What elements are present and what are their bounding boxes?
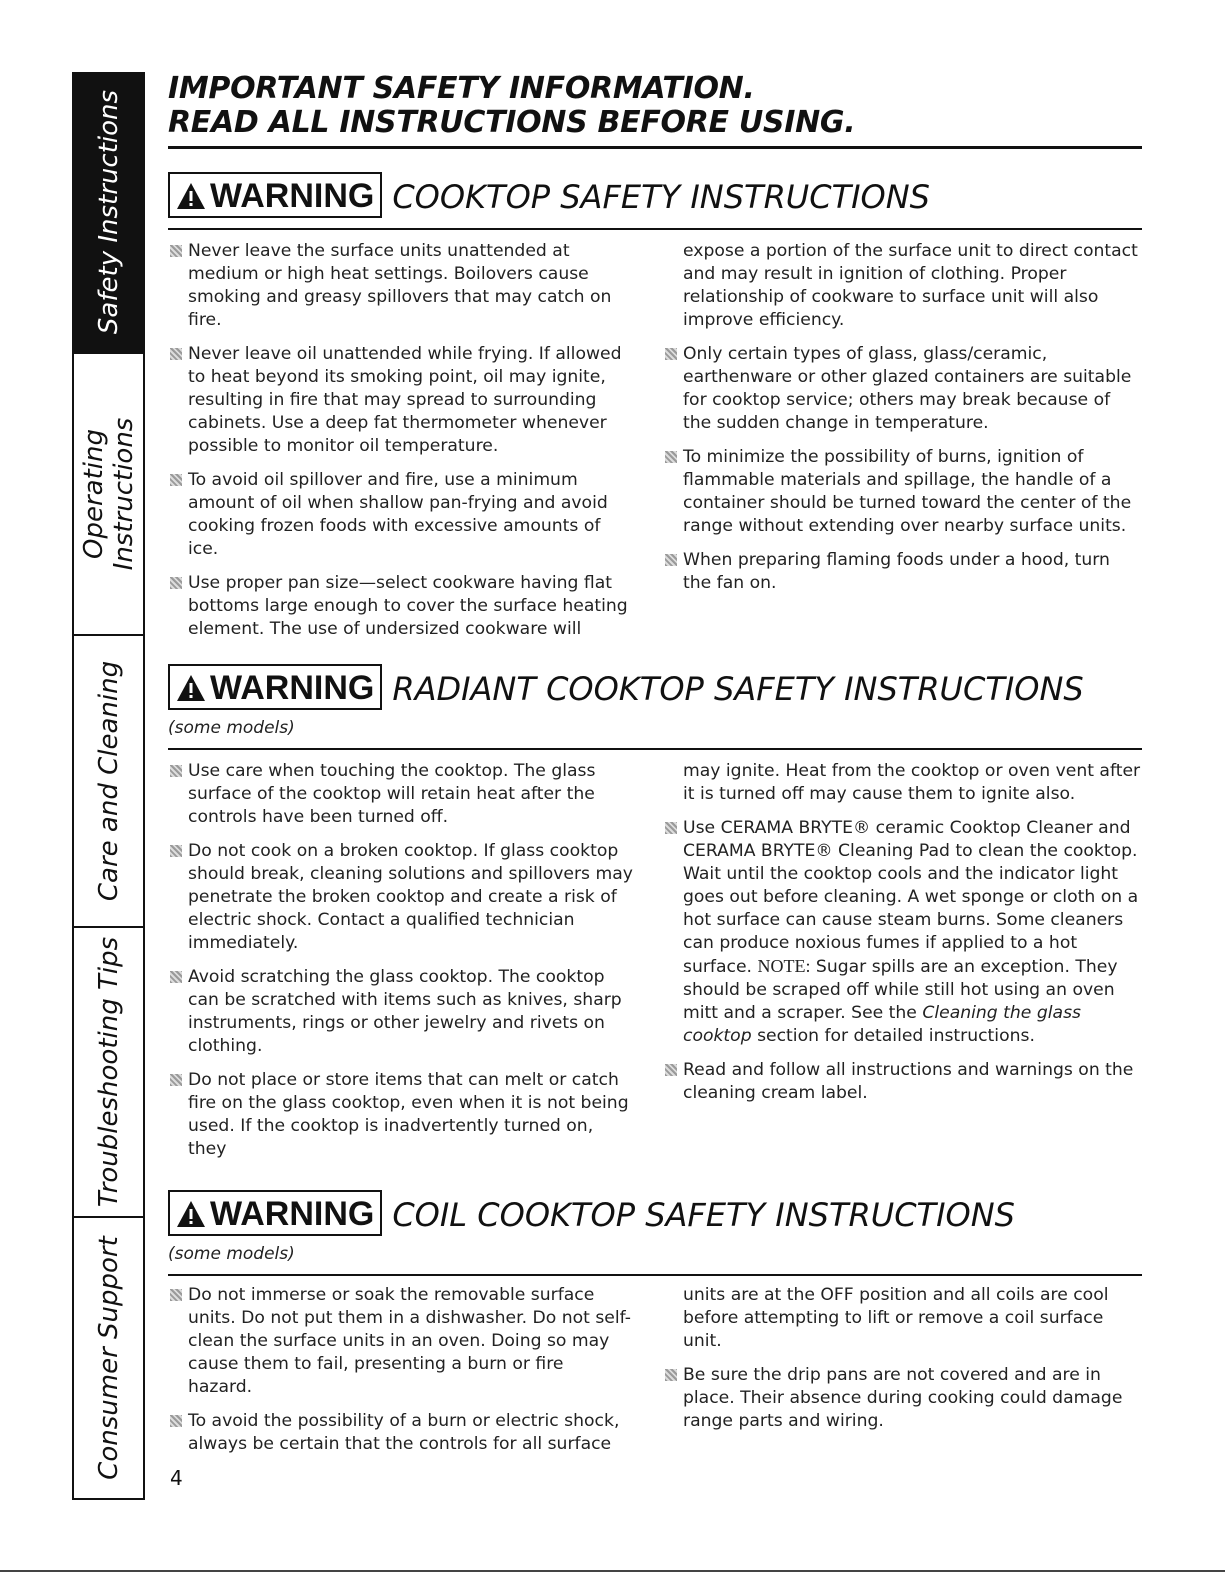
bullet-icon xyxy=(170,1074,182,1086)
left-column xyxy=(168,1284,655,1467)
list-item: When preparing flaming foods under a hood, turn the fan on. xyxy=(663,549,1142,595)
section-body-radiant xyxy=(168,760,1142,1172)
bullet-icon xyxy=(170,845,182,857)
tab-consumer-support[interactable] xyxy=(74,1218,143,1498)
section-header-cooktop xyxy=(168,172,930,218)
bullet-icon xyxy=(170,577,182,589)
tab-operating-instructions[interactable] xyxy=(74,354,143,636)
bullet-icon xyxy=(170,1415,182,1427)
section-title: COOKTOP SAFETY INSTRUCTIONS xyxy=(392,178,930,216)
tab-safety-instructions[interactable] xyxy=(74,72,143,354)
list-item: Do not place or store items that can melt or catch fire on the glass cooktop, even when it is not being used. If the cooktop is inadvertently turned on, they xyxy=(168,1069,633,1161)
models-note: (some models) xyxy=(168,718,295,738)
tab-label: Care and Cleaning xyxy=(93,660,124,902)
list-item: To minimize the possibility of burns, ignition of flammable materials and spillage, the handle of a container should be turned toward the center of the range without extending over nearby surface units. xyxy=(663,446,1142,538)
list-item: Never leave oil unattended while frying. If allowed to heat beyond its smoking point, oil may ignite, resulting in fire that may spread to surrounding cabinets. Use a deep fat thermometer whenever possible to monitor oil temperature. xyxy=(168,343,633,458)
list-item: To avoid the possibility of a burn or electric shock, always be certain that the controls for all surface xyxy=(168,1410,633,1456)
tab-label: Troubleshooting Tips xyxy=(93,936,124,1208)
models-note: (some models) xyxy=(168,1244,295,1264)
list-item-continued: expose a portion of the surface unit to direct contact and may result in ignition of clothing. Proper relationship of cookware to surface unit will also improve efficiency. xyxy=(683,241,1138,330)
section-divider xyxy=(168,748,1142,750)
bullet-icon xyxy=(665,348,677,360)
list-item: Use care when touching the cooktop. The glass surface of the cooktop will retain heat after the controls have been turned off. xyxy=(168,760,633,829)
tab-label: Consumer Support xyxy=(93,1236,124,1480)
tab-care-and-cleaning[interactable] xyxy=(74,636,143,928)
title-divider xyxy=(168,146,1142,149)
page-number: 4 xyxy=(170,1466,183,1490)
list-item: Only certain types of glass, glass/ceramic, earthenware or other glazed containers are suitable for cooktop service; others may break because of the sudden change in temperature. xyxy=(663,343,1142,435)
list-item-continued: may ignite. Heat from the cooktop or oven vent after it is turned off may cause them to ignite also. xyxy=(683,761,1141,804)
section-body-cooktop xyxy=(168,240,1142,652)
warning-label: WARNING xyxy=(210,177,375,215)
section-header-coil xyxy=(168,1190,1015,1236)
section-header-radiant xyxy=(168,664,1084,710)
warning-badge xyxy=(168,172,382,218)
bullet-icon xyxy=(170,474,182,486)
page-title-line-2: READ ALL INSTRUCTIONS BEFORE USING. xyxy=(168,105,856,140)
list-item: Do not cook on a broken cooktop. If glass cooktop should break, cleaning solutions and spillovers may penetrate the broken cooktop and create a risk of electric shock. Contact a qualified technician immediately. xyxy=(168,840,633,955)
list-item: To avoid oil spillover and fire, use a minimum amount of oil when shallow pan-frying and avoid cooking frozen foods with excessive amounts of ice. xyxy=(168,469,633,561)
list-item: Never leave the surface units unattended at medium or high heat settings. Boilovers cause smoking and greasy spillovers that may catch on fire. xyxy=(168,240,633,332)
bullet-icon xyxy=(665,451,677,463)
bullet-icon xyxy=(170,245,182,257)
bullet-icon xyxy=(665,1369,677,1381)
cross-reference: Cleaning the glass cooktop xyxy=(683,1003,1081,1046)
section-tabs xyxy=(72,72,145,1500)
bullet-icon xyxy=(170,765,182,777)
section-body-coil xyxy=(168,1284,1142,1467)
bullet-icon xyxy=(665,554,677,566)
bullet-icon xyxy=(665,1064,677,1076)
right-column xyxy=(655,240,1142,652)
list-item: Be sure the drip pans are not covered and are in place. Their absence during cooking could damage range parts and wiring. xyxy=(663,1364,1142,1433)
list-item: Use proper pan size—select cookware having flat bottoms large enough to cover the surface heating element. The use of undersized cookware will xyxy=(168,572,633,641)
bottom-edge xyxy=(0,1570,1225,1572)
left-column xyxy=(168,240,655,652)
bullet-icon xyxy=(170,1289,182,1301)
section-divider xyxy=(168,1274,1142,1276)
list-item: Read and follow all instructions and warnings on the cleaning cream label. xyxy=(663,1059,1142,1105)
tab-troubleshooting-tips[interactable] xyxy=(74,928,143,1218)
left-column xyxy=(168,760,655,1172)
bullet-icon xyxy=(665,822,677,834)
page-title-line-1: IMPORTANT SAFETY INFORMATION. xyxy=(168,71,755,106)
list-item-cerama-bryte: Use CERAMA BRYTE® ceramic Cooktop Cleaner and CERAMA BRYTE® Cleaning Pad to clean the cooktop. Wait until the cooktop cools and the indicator light goes out before cleaning. A wet sponge or cloth on a hot surface can cause steam burns. Some cleaners can produce noxious fumes if applied to a hot surface. NOTE: Sugar spills are an exception. They should be scraped off while still hot using an oven mitt and a scraper. See the Cleaning the glass cooktop section for detailed instructions. xyxy=(663,817,1142,1048)
bullet-icon xyxy=(170,348,182,360)
warning-label: WARNING xyxy=(210,1195,375,1233)
section-title: RADIANT COOKTOP SAFETY INSTRUCTIONS xyxy=(392,670,1084,708)
right-column xyxy=(655,1284,1142,1467)
warning-triangle-icon xyxy=(176,182,206,210)
warning-triangle-icon xyxy=(176,1200,206,1228)
page-content xyxy=(168,71,1142,1454)
note-label: NOTE: xyxy=(757,956,811,976)
warning-badge xyxy=(168,1190,382,1236)
tab-label: Operating Instructions xyxy=(78,417,139,571)
section-divider xyxy=(168,228,1142,230)
list-item: Avoid scratching the glass cooktop. The cooktop can be scratched with items such as knives, sharp instruments, rings or other jewelry and rivets on clothing. xyxy=(168,966,633,1058)
warning-triangle-icon xyxy=(176,674,206,702)
list-item-continued: units are at the OFF position and all coils are cool before attempting to lift or remove a coil surface unit. xyxy=(683,1285,1109,1351)
tab-label: Safety Instructions xyxy=(93,89,124,335)
warning-badge xyxy=(168,664,382,710)
section-title: COIL COOKTOP SAFETY INSTRUCTIONS xyxy=(392,1196,1015,1234)
bullet-icon xyxy=(170,971,182,983)
warning-label: WARNING xyxy=(210,669,375,707)
list-item: Do not immerse or soak the removable surface units. Do not put them in a dishwasher. Do not self-clean the surface units in an oven. Doing so may cause them to fail, presenting a burn or fire hazard. xyxy=(168,1284,633,1399)
right-column xyxy=(655,760,1142,1172)
